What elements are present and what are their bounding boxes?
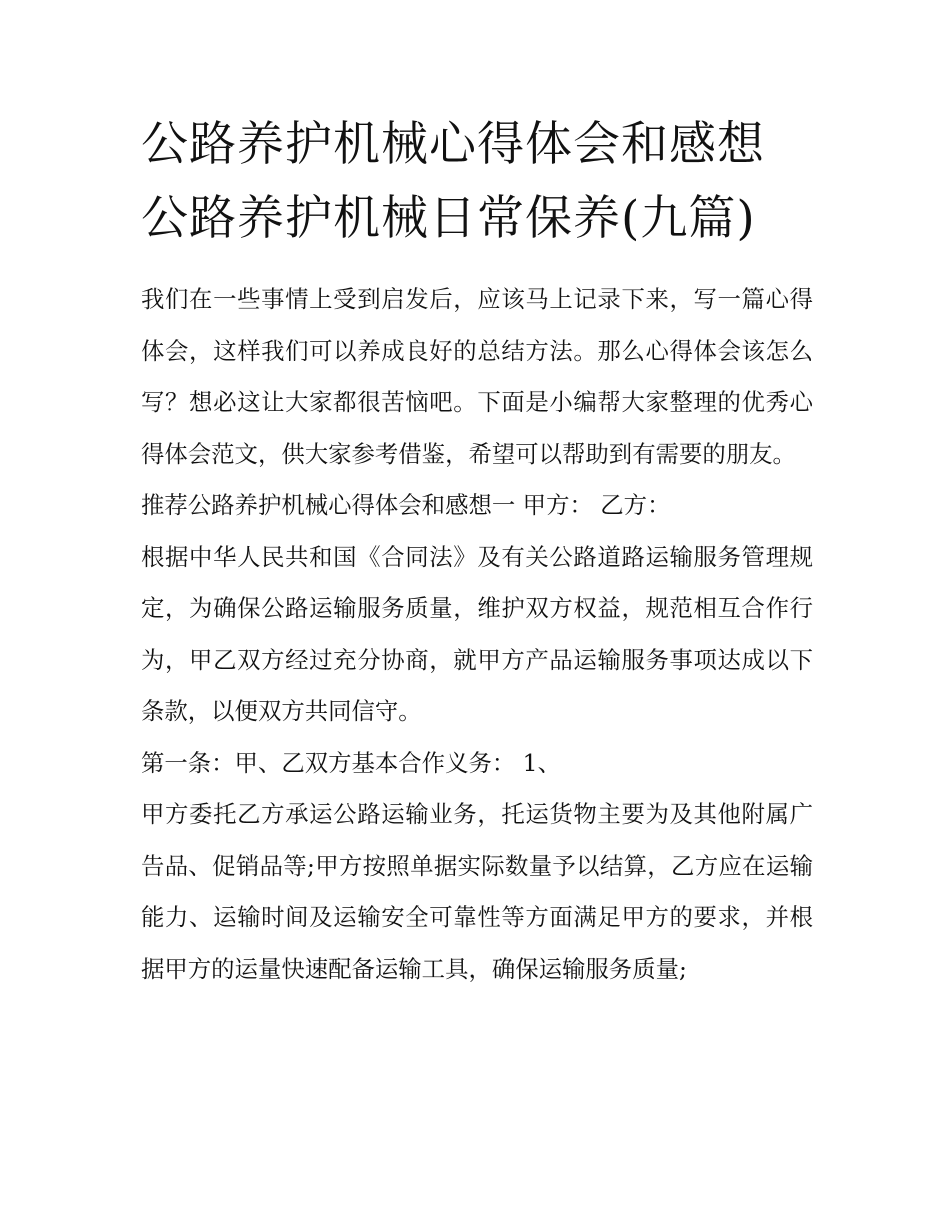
document-title	[141, 108, 813, 256]
document-page	[141, 108, 813, 995]
title-line-1: 公路养护机械心得体会和感想	[141, 117, 765, 172]
article-one-heading: 第一条：甲、乙双方基本合作义务： 1、	[141, 748, 561, 777]
section-heading-one: 推荐公路养护机械心得体会和感想一 甲方： 乙方：	[141, 491, 671, 519]
article-one-body: 甲方委托乙方承运公路运输业务，托运货物主要为及其他附属广告品、促销品等;甲方按照单据实际数量予以结算，乙方应在运输能力、运输时间及运输安全可靠性等方面满足甲方的要求，并根据甲方的运量快速配备运输工具，确保运输服务质量;	[141, 800, 813, 983]
intro-paragraph: 我们在一些事情上受到启发后，应该马上记录下来，写一篇心得体会，这样我们可以养成良好的总结方法。那么心得体会该怎么写？想必这让大家都很苦恼吧。下面是小编帮大家整理的优秀心得体会范文，供大家参考借鉴，希望可以帮助到有需要的朋友。	[141, 285, 813, 468]
contract-preamble-paragraph: 根据中华人民共和国《合同法》及有关公路道路运输服务管理规定，为确保公路运输服务质量，维护双方权益，规范相互合作行为，甲乙双方经过充分协商，就甲方产品运输服务事项达成以下条款，以便双方共同信守。	[141, 542, 813, 725]
title-line-2: 公路养护机械日常保养(九篇)	[141, 191, 756, 246]
